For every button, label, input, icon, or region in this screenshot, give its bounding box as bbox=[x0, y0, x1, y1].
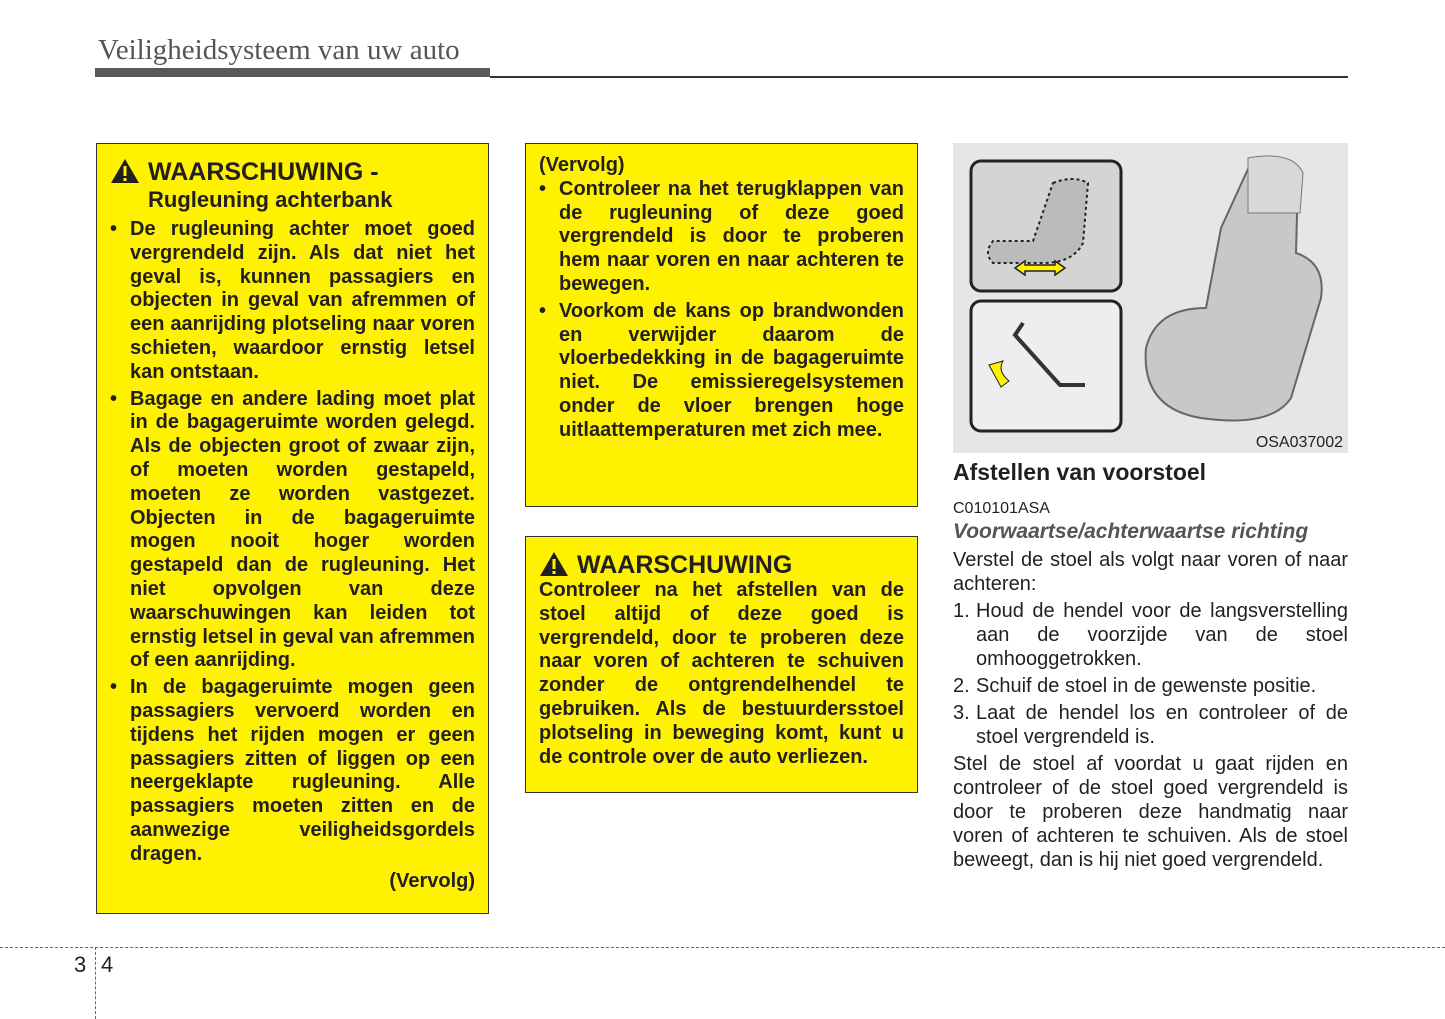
warning-triangle-icon bbox=[539, 551, 569, 577]
step-number: 2. bbox=[953, 675, 970, 697]
intro-text: Verstel de stoel als volgt naar voren of naar achteren: bbox=[953, 549, 1348, 595]
warning-heading bbox=[110, 158, 475, 214]
subsection-heading: Voorwaartse/achterwaartse richting bbox=[953, 520, 1309, 543]
figure-code: OSA037002 bbox=[1255, 434, 1343, 451]
warning-box-rear-seatback bbox=[96, 143, 489, 914]
warning-box-seat-lock bbox=[525, 536, 918, 793]
section-code: C010101ASA bbox=[953, 500, 1050, 517]
step-text: Laat de hendel los en controleer of de stoel vergrendeld is. bbox=[976, 702, 1348, 748]
warning-subtitle: Rugleuning achterbank bbox=[148, 187, 393, 212]
warning-box-continued bbox=[525, 143, 918, 507]
section-heading: Afstellen van voorstoel bbox=[953, 459, 1207, 485]
page-number: 4 bbox=[101, 952, 114, 977]
section-title: Veiligheidsysteem van uw auto bbox=[98, 34, 460, 66]
step-item bbox=[953, 599, 1348, 671]
footer-divider bbox=[95, 947, 96, 1019]
step-number: 3. bbox=[953, 702, 970, 724]
instructions bbox=[953, 548, 1348, 872]
bullet-item: • Bagage en andere lading moet plat in de bagageruimte worden gelegd. Als de objecten groot of zwaar zijn, of moeten worden gestapeld, moeten ze worden vastgezet. Objecten in de bagageruimte mogen nooit hoger worden gestapeld dan de rugleuning. Het niet opvolgen van deze waarschuwingen kan leiden tot ernstig letsel in geval van afremmen of een aanrijding. bbox=[110, 388, 475, 674]
step-item bbox=[953, 701, 1348, 749]
warning-title: WAARSCHUWING bbox=[577, 551, 793, 579]
warning-title: WAARSCHUWING - bbox=[148, 158, 379, 186]
seat-illustration-icon bbox=[953, 143, 1348, 453]
warning-heading bbox=[539, 551, 904, 579]
bullet-item: • In de bagageruimte mogen geen passagiers vervoerd worden en tijdens het rijden mogen er geen passagiers zitten of liggen op een neergeklapte rugleuning. Alle passagiers moeten zitten en de aanwezige veiligheidsgordels dragen. bbox=[110, 676, 475, 866]
header-rule bbox=[490, 76, 1348, 78]
footer-rule bbox=[0, 947, 1445, 948]
warning-text: Controleer na het afstellen van de stoel altijd of deze goed is vergrendeld, door te proberen deze naar voren of achteren te schuiven zonder de ontgrendelhendel te gebruiken. Als de bestuurdersstoel plotseling in beweging komt, kunt u de controle over de auto verliezen. bbox=[539, 579, 904, 768]
bullet-item: • Voorkom de kans op brandwonden en verwijder daarom de vloerbedekking in de bagageruimte niet. De emissieregelsystemen onder de vloer brengen hoge uitlaattemperaturen met zich mee. bbox=[539, 300, 904, 443]
header-bar bbox=[95, 68, 490, 77]
step-item bbox=[953, 674, 1348, 698]
step-number: 1. bbox=[953, 600, 970, 622]
step-text: Houd de hendel voor de langsverstelling aan de voorzijde van de stoel omhooggetrokken. bbox=[976, 600, 1348, 670]
continued-label: (Vervolg) bbox=[389, 869, 475, 892]
warning-triangle-icon bbox=[110, 158, 140, 184]
bullet-item: • Controleer na het terugklappen van de rugleuning of deze goed vergrendeld is door te proberen hem naar voren en naar achteren te bewegen. bbox=[539, 178, 904, 297]
continued-label: (Vervolg) bbox=[539, 154, 625, 176]
seat-adjust-illustration bbox=[953, 143, 1348, 453]
step-text: Schuif de stoel in de gewenste positie. bbox=[976, 675, 1317, 697]
chapter-number: 3 bbox=[74, 952, 87, 977]
bullet-item: • De rugleuning achter moet goed vergrendeld zijn. Als dat niet het geval is, kunnen passagiers en objecten in geval van afremmen of een aanrijding plotseling naar voren schieten, waardoor ernstig letsel kan ontstaan. bbox=[110, 218, 475, 385]
outro-text: Stel de stoel af voordat u gaat rijden en controleer of de stoel goed vergrendeld is door te proberen deze handmatig naar voren of achteren te schuiven. Als de stoel beweegt, dan is hij niet goed vergrendeld. bbox=[953, 753, 1348, 871]
